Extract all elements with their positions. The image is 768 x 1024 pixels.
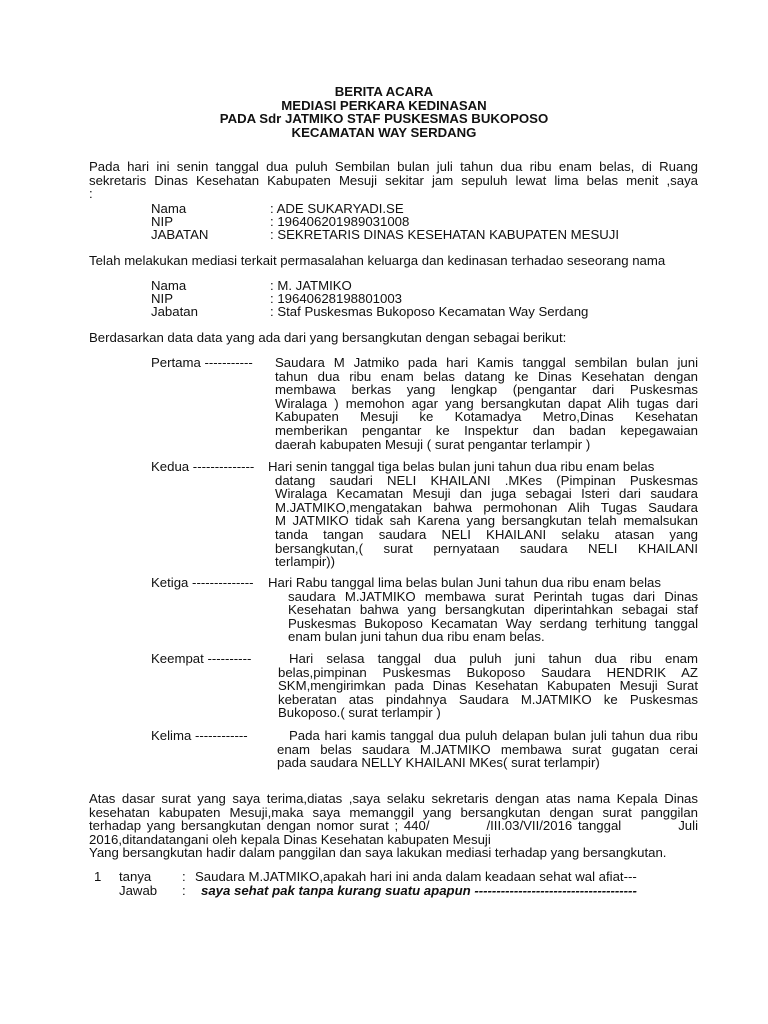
item-line: memberikan pengantar ke Inspektur dan badan kepegawaian [275, 422, 698, 438]
item-line: pada saudara NELLY KHAILANI MKes( surat terlampir) [277, 755, 600, 771]
item-line: daerah kabupaten Mesuji ( surat pengantar terlampir ) [275, 436, 591, 452]
field-value: : 19640628198801003 [270, 291, 403, 306]
item-line: Hari senin tanggal tiga belas bulan juni tahun dua ribu enam belas [268, 459, 655, 474]
closing-line: kesehatan kabupaten Mesuji,maka saya memanggil yang bersangkutan dengan surat panggilan [89, 804, 698, 820]
item-line: Saudara M Jatmiko pada hari Kamis tanggal sembilan bulan juni [275, 355, 698, 370]
title-line: BERITA ACARA [334, 84, 434, 99]
qa-number: 1 [94, 869, 102, 884]
item-line: tahun dua ribu enam belas datang ke Dinas Kesehatan dengan [275, 368, 698, 384]
title-line: MEDIASI PERKARA KEDINASAN [281, 97, 487, 113]
answer-label: Jawab [119, 883, 158, 898]
field-value: : ADE SUKARYADI.SE [270, 201, 404, 216]
item-body [275, 356, 698, 451]
field-label: NIP [151, 214, 173, 229]
item-label: Pertama ----------- [151, 355, 253, 370]
item-label: Kelima ------------ [151, 728, 248, 743]
item-line: bersangkutan,( surat pernyataan saudara NELI KHAILANI [275, 540, 698, 556]
item-line: M JATMIKO tidak sah Karena yang bersangkutan telah memalsukan [275, 513, 698, 529]
item-line: Wiralaga ) memohon agar yang bersangkutan dapat Alih tugas dari [275, 395, 698, 411]
item-line: Wiralaga Kecamatan Mesuji dan juga sebagai Isteri dari saudara [275, 486, 698, 502]
field-value: : SEKRETARIS DINAS KESEHATAN KABUPATEN MESUJI [270, 227, 620, 242]
item-line: datang saudari NELI KHAILANI .MKes (Pimpinan Puskesmas [275, 472, 698, 488]
data-intro-line: Berdasarkan data data yang ada dari yang bersangkutan dengan sebagai berikut: [89, 330, 567, 345]
field-label: Nama [151, 278, 187, 293]
item-line: belas,pimpinan Puskesmas Bukoposo Saudara HENDRIK AZ [278, 664, 698, 680]
title-line: KECAMATAN WAY SERDANG [291, 124, 477, 140]
item-line: saudara M.JATMIKO membawa surat Perintah tugas dari Dinas [288, 588, 698, 604]
field-label: JABATAN [151, 227, 209, 242]
mediation-statement [89, 254, 698, 268]
item-body [277, 729, 698, 770]
item-line: Bukoposo.( surat terlampir ) [278, 705, 441, 721]
field-label: Nama [151, 201, 187, 216]
item-line: Pada hari kamis tanggal dua puluh delapan bulan juli tahun dua ribu [289, 728, 698, 743]
field-label: NIP [151, 291, 173, 306]
field-value: : M. JATMIKO [270, 278, 352, 293]
item-label: Keempat ---------- [151, 651, 252, 666]
item-line: Hari Rabu tanggal lima belas bulan Juni tahun dua ribu enam belas [268, 575, 661, 590]
intro-line: : [89, 186, 93, 202]
field-value: : 196406201989031008 [270, 214, 410, 229]
title-line: PADA Sdr JATMIKO STAF PUSKESMAS BUKOPOSO [219, 111, 549, 127]
closing-line: Atas dasar surat yang saya terima,diatas ,saya selaku sekretaris dengan atas nama Kepala Dinas [89, 791, 698, 806]
item-line: membawa berkas yang lengkap (pengantar dari Puskesmas [275, 382, 698, 398]
answer-text: saya sehat pak tanpa kurang suatu apapun ------------------------------------- [201, 883, 637, 898]
document-title [0, 85, 768, 139]
intro-line: Pada hari ini senin tanggal dua puluh Sembilan bulan juli tahun dua ribu enam belas, di Ruang [89, 159, 698, 174]
closing-paragraph [89, 792, 698, 860]
item-line: terlampir)) [275, 554, 336, 570]
item-line: enam belas saudara M.JATMIKO membawa surat gugatan cerai [277, 741, 698, 757]
item-line: Kesehatan bahwa yang bersangkutan diperintahkan sebagai staf [288, 602, 698, 618]
field-value: : Staf Puskesmas Bukoposo Kecamatan Way Serdang [270, 304, 589, 319]
closing-line: 2016,ditandatangani oleh kepala Dinas Kesehatan kabupaten Mesuji [89, 831, 491, 847]
item-line: enam bulan juni tahun dua ribu enam belas. [288, 629, 545, 645]
closing-line: terhadap yang bersangkutan dengan nomor surat ; 440/ /III.03/VII/2016 tanggal Juli [89, 818, 698, 834]
item-line: SKM,mengirimkan pada Dinas Kesehatan Kabupaten Mesuji Surat [278, 678, 698, 694]
item-body [268, 575, 698, 645]
item-body [278, 652, 698, 720]
item-line: Puskesmas Bukoposo Kecamatan Way serdang terhitung tanggal [288, 615, 698, 631]
question-separator: : [182, 869, 186, 884]
item-line: tanda tangan saudara NELI KHAILANI selaku atasan yang [275, 526, 698, 542]
item-label: Kedua -------------- [151, 459, 255, 474]
item-label: Ketiga -------------- [151, 575, 254, 590]
item-body [268, 459, 698, 570]
item-line: keberatan atas pindahnya Saudara M.JATMIKO ke Puskesmas [278, 691, 698, 707]
question-text: Saudara M.JATMIKO,apakah hari ini anda dalam keadaan sehat wal afiat--- [195, 869, 637, 884]
item-line: M.JATMIKO,mengatakan bahwa permohonan Alih Tugas Saudara [275, 499, 698, 515]
data-intro [89, 331, 698, 345]
question-label: tanya [119, 869, 152, 884]
mediation-line: Telah melakukan mediasi terkait permasalahan keluarga dan kedinasan terhadao seseorang nama [89, 253, 666, 268]
field-label: Jabatan [151, 304, 198, 319]
intro-line: sekretaris Dinas Kesehatan Kabupaten Mesuji sekitar jam sepuluh lewat lima belas menit ,saya [89, 172, 698, 188]
answer-separator: : [182, 883, 186, 898]
intro-paragraph [89, 160, 698, 201]
item-line: Kabupaten Mesuji ke Kotamadya Metro,Dinas Kesehatan [275, 409, 698, 425]
closing-line: Yang bersangkutan hadir dalam panggilan dan saya lakukan mediasi terhadap yang bersangkutan. [89, 845, 667, 861]
item-line: Hari selasa tanggal dua puluh juni tahun dua ribu enam [289, 651, 698, 666]
